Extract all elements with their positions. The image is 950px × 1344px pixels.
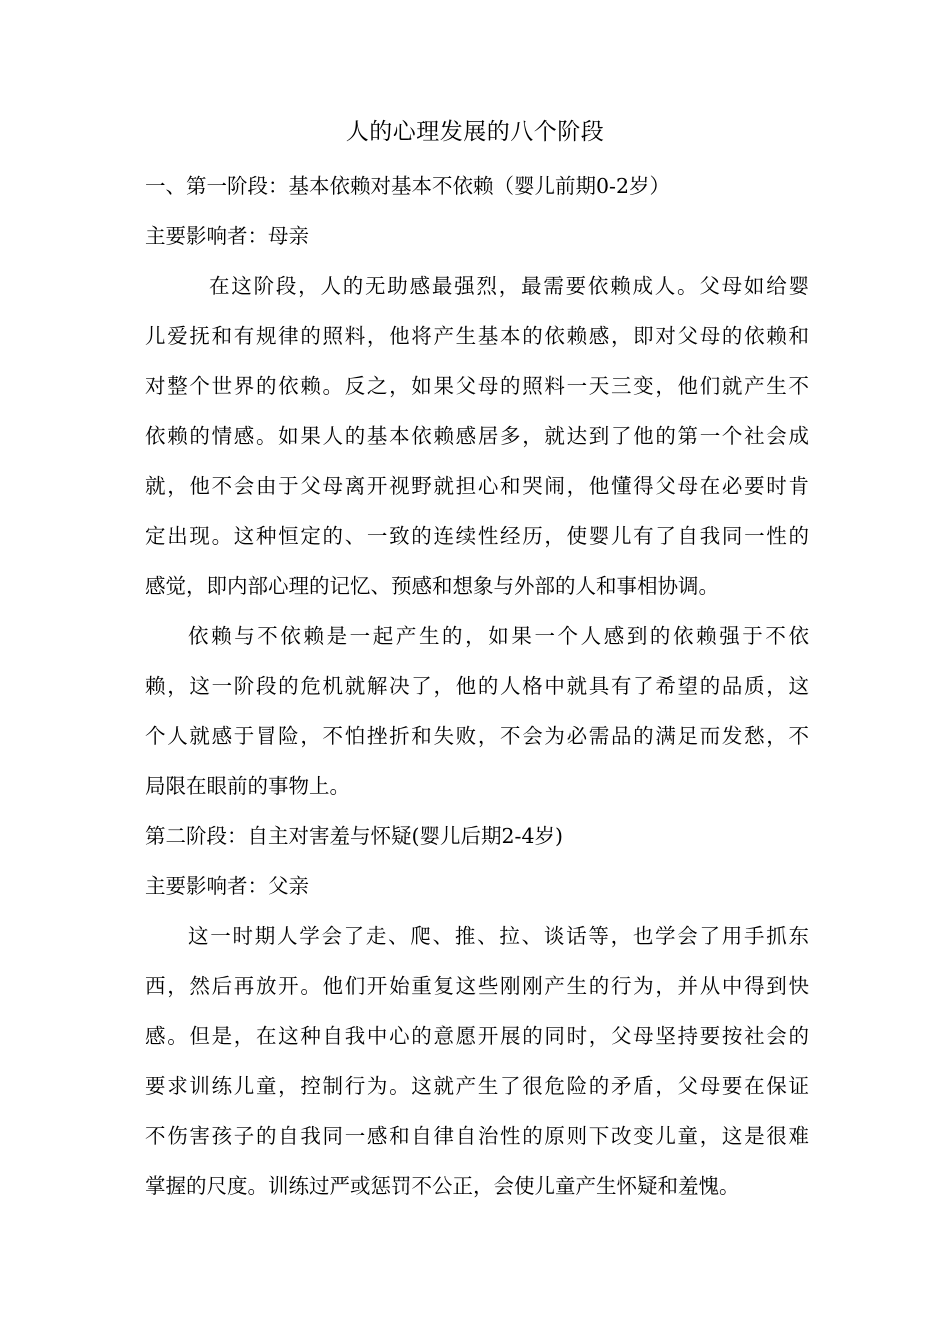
paragraph-line: 在这阶段，人的无助感最强烈，最需要依赖成人。父母如给婴 xyxy=(209,274,809,298)
influencer-line-stage-2: 主要影响者：父亲 xyxy=(145,874,309,898)
paragraph-line: 就，他不会由于父母离开视野就担心和哭闹，他懂得父母在必要时肯 xyxy=(145,474,809,498)
paragraph-line: 对整个世界的依赖。反之，如果父母的照料一天三变，他们就产生不 xyxy=(145,374,809,398)
paragraph-line: 定出现。这种恒定的、一致的连续性经历，使婴儿有了自我同一性的 xyxy=(145,524,809,548)
paragraph-line: 西，然后再放开。他们开始重复这些刚刚产生的行为，并从中得到快 xyxy=(145,974,809,998)
paragraph-line: 感。但是，在这种自我中心的意愿开展的同时，父母坚持要按社会的 xyxy=(145,1024,809,1048)
paragraph-line: 依赖与不依赖是一起产生的，如果一个人感到的依赖强于不依 xyxy=(188,624,809,648)
paragraph-line: 要求训练儿童，控制行为。这就产生了很危险的矛盾，父母要在保证 xyxy=(145,1074,809,1098)
paragraph-line: 掌握的尺度。训练过严或惩罚不公正，会使儿童产生怀疑和羞愧。 xyxy=(145,1174,740,1198)
section-heading-stage-2: 第二阶段：自主对害羞与怀疑(婴儿后期2-4岁) xyxy=(145,824,564,848)
paragraph-line: 依赖的情感。如果人的基本依赖感居多，就达到了他的第一个社会成 xyxy=(145,424,809,448)
paragraph-line: 这一时期人学会了走、爬、推、拉、谈话等，也学会了用手抓东 xyxy=(188,924,809,948)
document-title: 人的心理发展的八个阶段 xyxy=(345,119,605,145)
section-heading-stage-1: 一、第一阶段：基本依赖对基本不依赖（婴儿前期0-2岁） xyxy=(145,174,671,198)
paragraph-line: 不伤害孩子的自我同一感和自律自治性的原则下改变儿童，这是很难 xyxy=(145,1124,809,1148)
paragraph-line: 儿爱抚和有规律的照料，他将产生基本的依赖感，即对父母的依赖和 xyxy=(145,324,809,348)
influencer-line-stage-1: 主要影响者：母亲 xyxy=(145,224,309,248)
paragraph-line: 赖，这一阶段的危机就解决了，他的人格中就具有了希望的品质，这 xyxy=(145,674,809,698)
document-body xyxy=(145,168,809,1218)
paragraph-line: 个人就感于冒险，不怕挫折和失败，不会为必需品的满足而发愁，不 xyxy=(145,724,809,748)
paragraph-line: 局限在眼前的事物上。 xyxy=(145,774,350,798)
paragraph-line: 感觉，即内部心理的记忆、预感和想象与外部的人和事相协调。 xyxy=(145,574,719,598)
